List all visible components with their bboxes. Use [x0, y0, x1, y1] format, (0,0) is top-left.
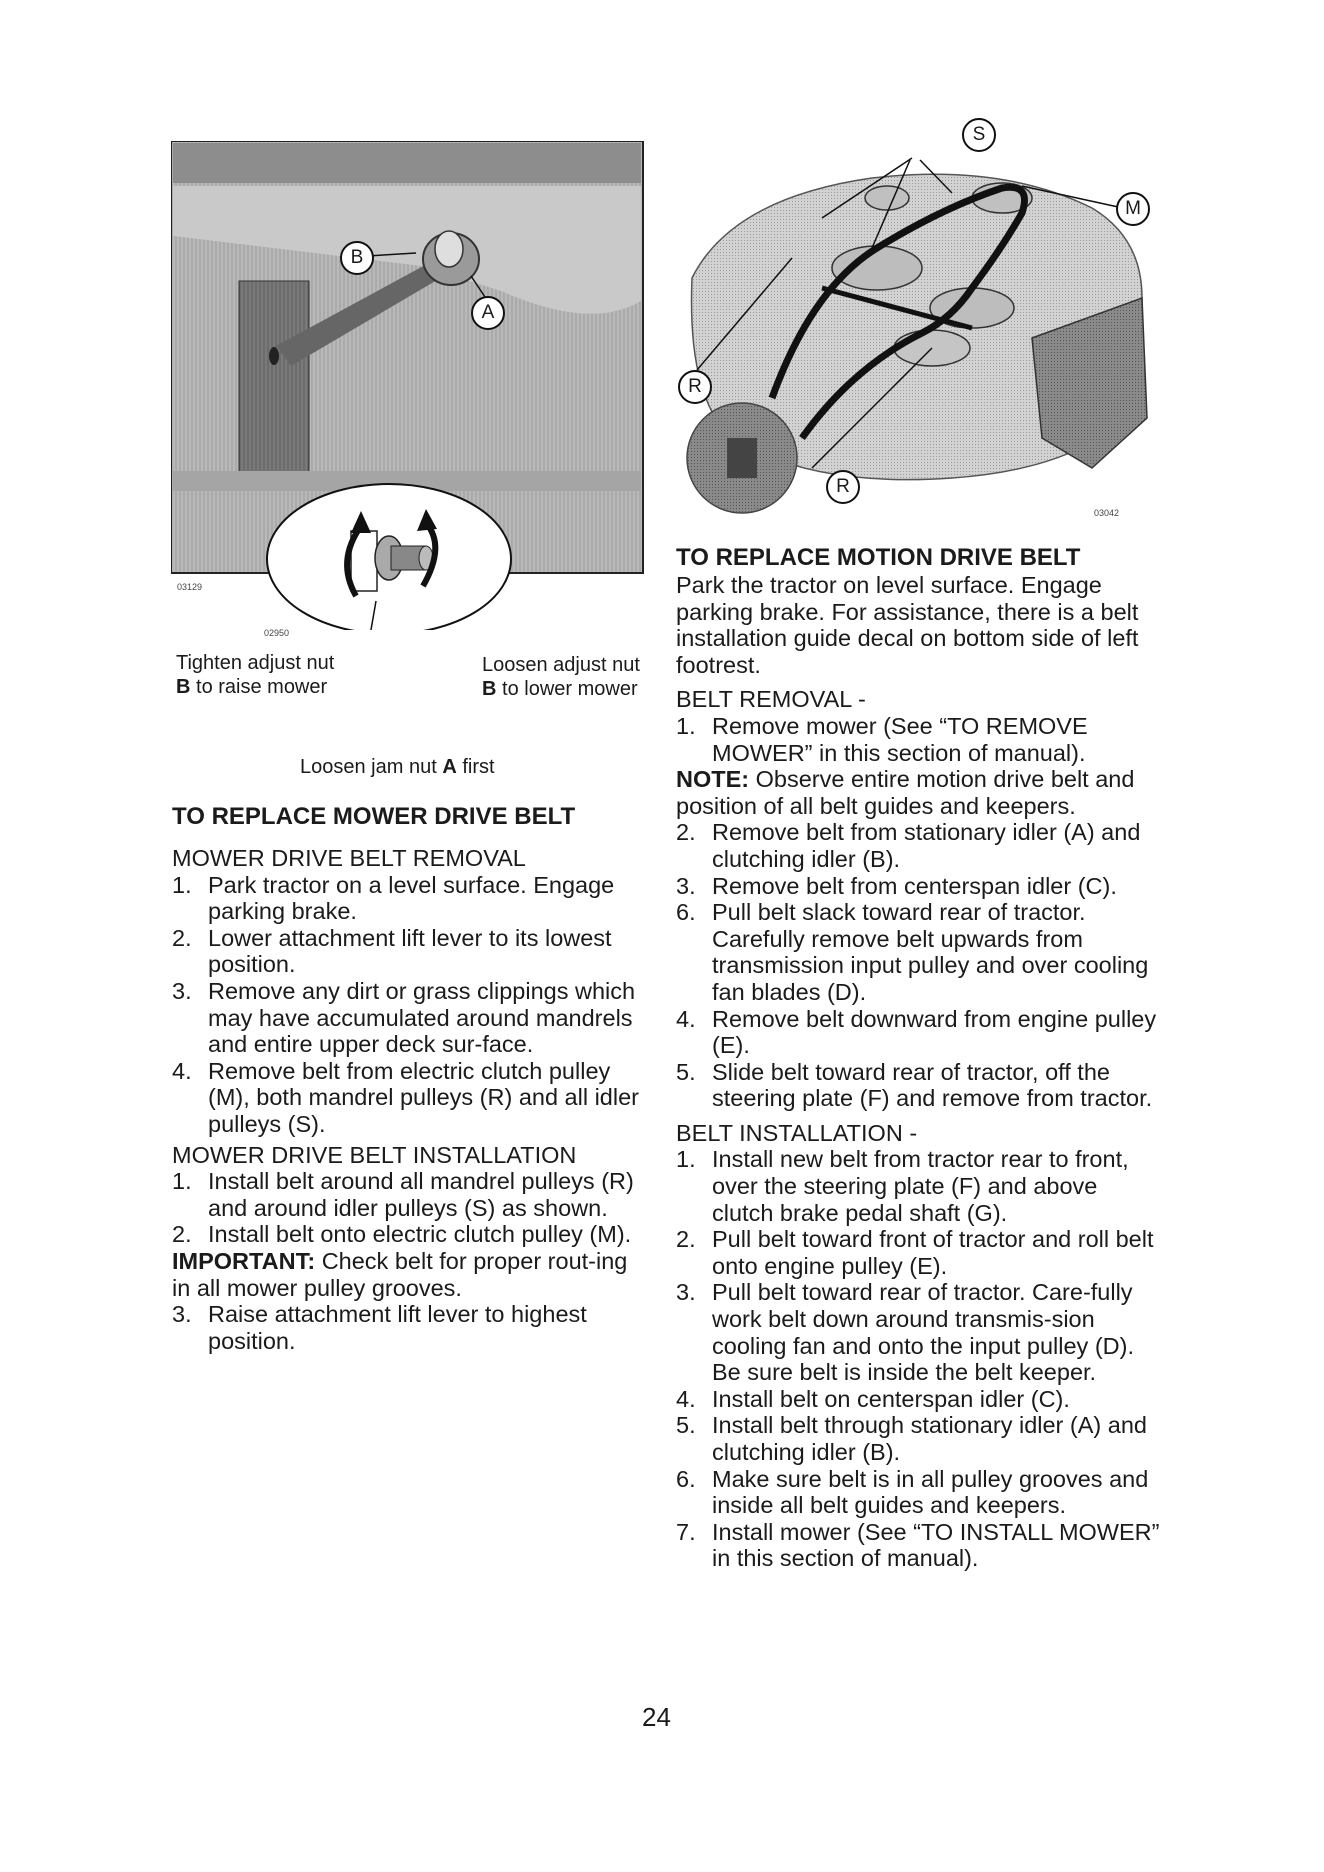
subsection-heading: BELT INSTALLATION - — [676, 1119, 918, 1146]
list-item: 5. Slide belt toward rear of tractor, off the steering plate (F) and remove from tractor. — [676, 1058, 1153, 1112]
tighten-label: Tighten adjust nut B to raise mower — [176, 652, 335, 698]
callout-s: S — [962, 118, 996, 152]
list-item: 4. Remove belt downward from engine pulley (E). — [676, 1005, 1157, 1059]
list-item: 2. Install belt onto electric clutch pulley (M). — [172, 1221, 632, 1248]
list-item: 2. Pull belt toward front of tractor and roll belt onto engine pulley (E). — [676, 1226, 1154, 1279]
list-item: 6. Make sure belt is in all pulley grooves and inside all belt guides and keepers. — [676, 1465, 1149, 1519]
callout-a: A — [471, 296, 505, 330]
adjust-nut-photo — [171, 141, 645, 630]
removal-steps — [172, 872, 652, 1138]
list-item: 3. Raise attachment lift lever to highest position. — [172, 1301, 587, 1354]
list-item: 2. Remove belt from stationary idler (A) and clutching idler (B). — [676, 819, 1141, 872]
inset-number: 02950 — [264, 628, 290, 638]
subsection-heading: BELT REMOVAL - — [676, 686, 866, 713]
intro-paragraph: Park the tractor on level surface. Engage parking brake. For assistance, there is a belt installation guide decal on bottom side of left footrest. — [676, 572, 1139, 678]
note: NOTE: Observe entire motion drive belt and position of all belt guides and keepers. — [676, 766, 1135, 819]
install-steps — [172, 1168, 652, 1248]
list-item: 6. Pull belt slack toward rear of tractor. Carefully remove belt upwards from transmission input pulley and over cooling fan blades (D). — [676, 899, 1149, 1005]
figure-number: 03042 — [1094, 508, 1120, 518]
figure-caption: Loosen jam nut A first — [300, 756, 495, 778]
right-column — [676, 544, 1161, 1572]
section-heading: TO REPLACE MOTION DRIVE BELT — [676, 544, 1081, 571]
callout-b: B — [340, 241, 374, 275]
list-item: 1. Remove mower (See “TO REMOVE MOWER” in this section of manual). — [676, 712, 1088, 766]
list-item: 4. Install belt on centerspan idler (C). — [676, 1385, 1070, 1412]
list-item: 3. Pull belt toward rear of tractor. Care-fully work belt down around transmis-sion cooling fan and onto the input pulley (D). Be sure belt is inside the belt keeper. — [676, 1279, 1134, 1386]
list-item: 1. Install new belt from tractor rear to front, over the steering plate (F) and above clutch brake pedal shaft (G). — [676, 1146, 1129, 1226]
list-item: 2. Lower attachment lift lever to its lowest position. — [172, 924, 612, 978]
install-steps — [676, 1146, 1161, 1572]
callout-m: M — [1116, 192, 1150, 226]
removal-steps — [676, 819, 1161, 1112]
left-column — [172, 803, 652, 1354]
list-item: 3. Remove any dirt or grass clippings which may have accumulated around mandrels and entire upper deck sur-face. — [172, 977, 636, 1058]
mower-deck-illustration — [672, 138, 1152, 528]
callout-r-left: R — [678, 370, 712, 404]
loosen-label: Loosen adjust nut B to lower mower — [482, 654, 640, 700]
page-number: 24 — [642, 1702, 671, 1732]
section-heading: TO REPLACE MOWER DRIVE BELT — [172, 803, 576, 830]
list-item: 5. Install belt through stationary idler (A) and clutching idler (B). — [676, 1412, 1147, 1465]
mower-deck-figure — [672, 124, 1152, 528]
adjust-nut-figure — [171, 141, 645, 638]
callout-r-bottom: R — [826, 470, 860, 504]
figure-number: 03129 — [177, 582, 203, 592]
list-item: 1. Park tractor on a level surface. Engage parking brake. — [172, 871, 615, 925]
subsection-heading: MOWER DRIVE BELT REMOVAL — [172, 845, 526, 871]
list-item: 3. Remove belt from centerspan idler (C). — [676, 872, 1117, 899]
subsection-heading: MOWER DRIVE BELT INSTALLATION — [172, 1141, 577, 1168]
list-item: 7. Install mower (See “TO INSTALL MOWER” in this section of manual). — [676, 1518, 1160, 1572]
list-item: 4. Remove belt from electric clutch pulley (M), both mandrel pulleys (R) and all idler pulleys (S). — [172, 1057, 639, 1137]
list-item: 1. Install belt around all mandrel pulleys (R) and around idler pulleys (S) as shown. — [172, 1168, 634, 1221]
important-note: IMPORTANT: Check belt for proper rout-ing in all mower pulley grooves. — [172, 1247, 628, 1301]
